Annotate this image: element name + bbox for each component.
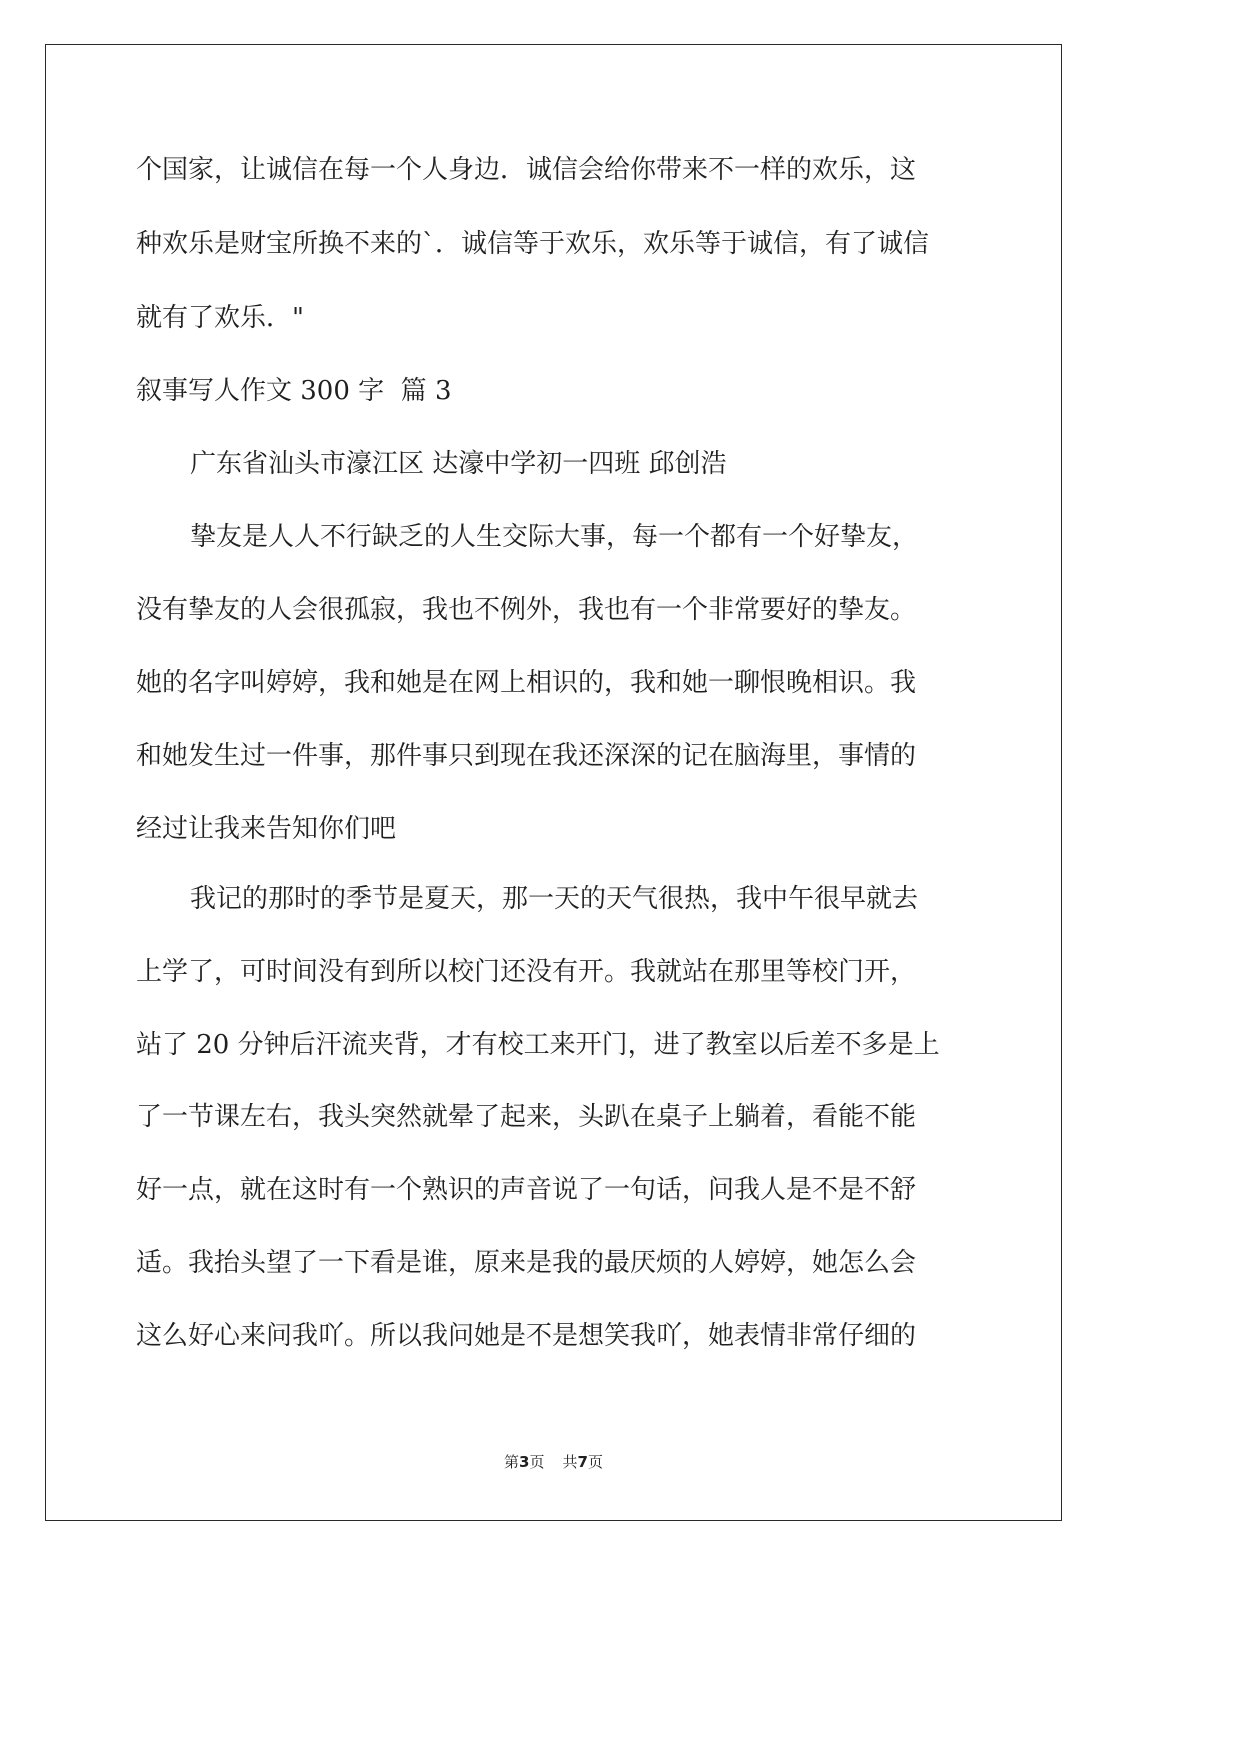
page-border bbox=[45, 44, 1062, 1521]
total-pages: 7 bbox=[577, 1453, 588, 1471]
text-line: 适。我抬头望了一下看是谁，原来是我的最厌烦的人婷婷，她怎么会 bbox=[136, 1248, 917, 1278]
text-line: 这么好心来问我吖。所以我问她是不是想笑我吖，她表情非常仔细的 bbox=[136, 1321, 917, 1351]
text-line: 我记的那时的季节是夏天，那一天的天气很热，我中午很早就去 bbox=[190, 884, 919, 914]
total-suffix: 页 bbox=[587, 1453, 603, 1471]
text-line: 和她发生过一件事，那件事只到现在我还深深的记在脑海里，事情的 bbox=[136, 741, 917, 771]
text-line: 好一点，就在这时有一个熟识的声音说了一句话，问我人是不是不舒 bbox=[136, 1175, 917, 1205]
page-prefix: 第 bbox=[504, 1453, 520, 1471]
text-line: 就有了欢乐．" bbox=[136, 303, 304, 333]
page-number: 3 bbox=[519, 1453, 530, 1471]
section-heading: 叙事写人作文 300 字 篇 3 bbox=[136, 376, 452, 406]
text-line: 了一节课左右，我头突然就晕了起来，头趴在桌子上躺着，看能不能 bbox=[136, 1102, 917, 1132]
text-line: 个国家，让诚信在每一个人身边．诚信会给你带来不一样的欢乐，这 bbox=[136, 155, 917, 185]
text-line: 站了 20 分钟后汗流夹背，才有校工来开门，进了教室以后差不多是上 bbox=[136, 1030, 940, 1060]
text-line: 没有挚友的人会很孤寂，我也不例外，我也有一个非常要好的挚友。 bbox=[136, 595, 917, 625]
text-line: 种欢乐是财宝所换不来的`．诚信等于欢乐，欢乐等于诚信，有了诚信 bbox=[136, 229, 930, 259]
text-line: 上学了，可时间没有到所以校门还没有开。我就站在那里等校门开， bbox=[136, 957, 917, 987]
text-line: 她的名字叫婷婷，我和她是在网上相识的，我和她一聊恨晚相识。我 bbox=[136, 668, 917, 698]
page-suffix: 页 bbox=[529, 1453, 545, 1471]
page-footer bbox=[0, 1452, 1107, 1472]
text-line: 挚友是人人不行缺乏的人生交际大事，每一个都有一个好挚友， bbox=[190, 522, 919, 552]
text-line: 经过让我来告知你们吧 bbox=[136, 814, 397, 844]
author-line: 广东省汕头市濠江区 达濠中学初一四班 邱创浩 bbox=[190, 449, 727, 479]
total-prefix: 共 bbox=[562, 1453, 578, 1471]
